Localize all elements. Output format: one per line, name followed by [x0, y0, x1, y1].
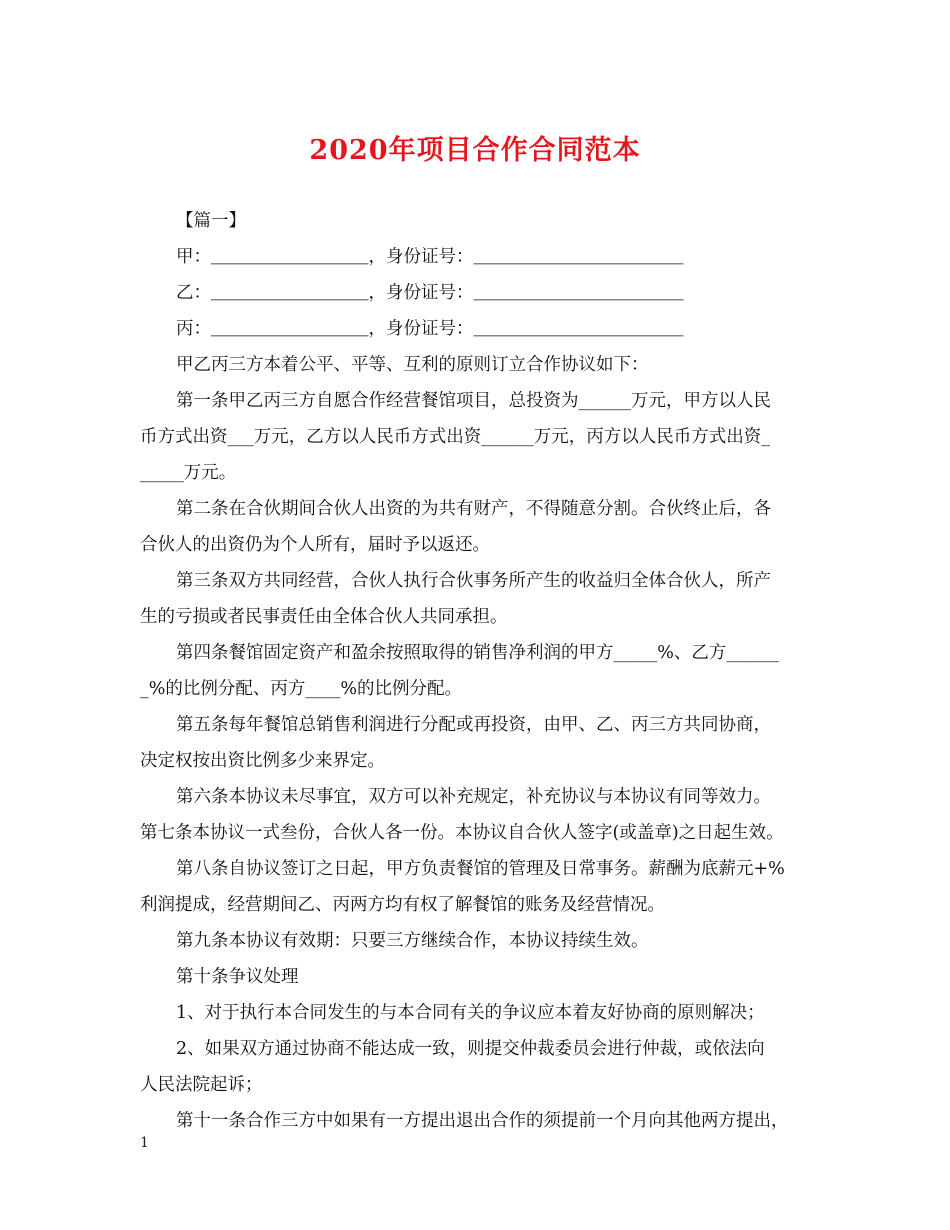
body-line: 人民法院起诉； — [140, 1075, 263, 1095]
body-line: 第十一条合作三方中如果有一方提出退出合作的须提前一个月向其他两方提出， — [176, 1111, 789, 1131]
body-line: 第七条本协议一式叁份，合伙人各一份。本协议自合伙人签字(或盖章)之日起生效。 — [140, 823, 784, 843]
body-line: 甲：＿＿＿＿＿＿＿＿＿，身份证号：＿＿＿＿＿＿＿＿＿＿＿＿ — [176, 247, 684, 267]
body-line: 第二条在合伙期间合伙人出资的为共有财产，不得随意分割。合伙终止后，各 — [176, 499, 771, 519]
body-line: 乙：＿＿＿＿＿＿＿＿＿，身份证号：＿＿＿＿＿＿＿＿＿＿＿＿ — [176, 283, 684, 303]
body-line: 生的亏损或者民事责任由全体合伙人共同承担。 — [140, 607, 508, 627]
body-line: 第一条甲乙丙三方自愿合作经营餐馆项目，总投资为______万元，甲方以人民 — [176, 391, 771, 411]
body-line: 决定权按出资比例多少来界定。 — [140, 751, 385, 771]
body-line: 第九条本协议有效期：只要三方继续合作，本协议持续生效。 — [176, 931, 649, 951]
body-line: 甲乙丙三方本着公平、平等、互利的原则订立合作协议如下： — [176, 355, 649, 375]
body-line: 第四条餐馆固定资产和盈余按照取得的销售净利润的甲方_____%、乙方______ — [176, 643, 779, 663]
body-line: 第六条本协议未尽事宜，双方可以补充规定，补充协议与本协议有同等效力。 — [176, 787, 771, 807]
body-line: 利润提成，经营期间乙、丙两方均有权了解餐馆的账务及经营情况。 — [140, 895, 665, 915]
body-line: 1、对于执行本合同发生的与本合同有关的争议应本着友好协商的原则解决； — [176, 1003, 765, 1023]
body-line: _%的比例分配、丙方____%的比例分配。 — [140, 679, 463, 699]
body-line: 第八条自协议签订之日起，甲方负责餐馆的管理及日常事务。薪酬为底薪元+% — [176, 859, 785, 879]
document-body — [140, 203, 823, 1139]
body-line: 合伙人的出资仍为个人所有，届时予以返还。 — [140, 535, 490, 555]
body-line: 币方式出资___万元，乙方以人民币方式出资______万元，丙方以人民币方式出资_ — [140, 427, 770, 447]
body-line: 2、如果双方通过协商不能达成一致，则提交仲裁委员会进行仲裁，或依法向 — [176, 1039, 765, 1059]
body-line: _____万元。 — [140, 463, 237, 483]
body-line: 第三条双方共同经营，合伙人执行合伙事务所产生的收益归全体合伙人，所产 — [176, 571, 771, 591]
document-title: 2020年项目合作合同范本 — [309, 135, 641, 166]
body-line: 丙：＿＿＿＿＿＿＿＿＿，身份证号：＿＿＿＿＿＿＿＿＿＿＿＿ — [176, 319, 684, 339]
body-line: 第五条每年餐馆总销售利润进行分配或再投资，由甲、乙、丙三方共同协商， — [176, 715, 771, 735]
page-number: 1 — [140, 1135, 149, 1151]
body-line: 【篇一】 — [176, 211, 246, 231]
body-line: 第十条争议处理 — [176, 967, 299, 987]
